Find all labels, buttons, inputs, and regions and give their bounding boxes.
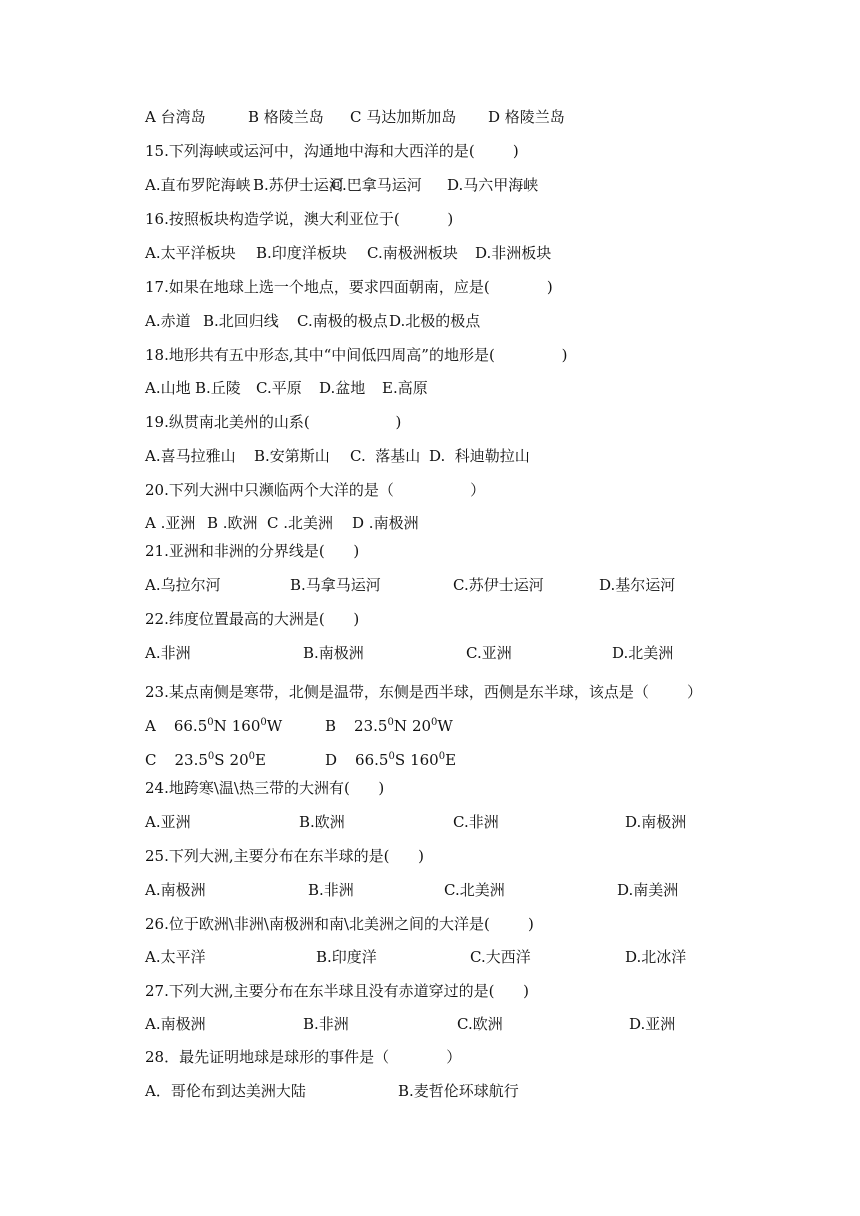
answer-option: B.马拿马运河	[290, 576, 381, 594]
coordinate-option	[325, 752, 456, 768]
longitude-value: 20	[229, 751, 249, 769]
answer-option: B.印度洋	[316, 948, 377, 966]
question-text: 17.如果在地球上选一个地点，要求四面朝南，应是( )	[145, 278, 553, 296]
answer-option: C.平原	[256, 379, 302, 397]
answer-option: C 马达加斯加岛	[350, 108, 457, 126]
answer-option: D.南美洲	[617, 881, 679, 899]
latitude-value: 23.5	[354, 717, 388, 735]
answer-option: D.盆地	[319, 379, 366, 397]
degree-mark: 0	[431, 717, 438, 728]
coordinate-option	[325, 718, 453, 734]
question-text: 16.按照板块构造学说，澳大利亚位于( )	[145, 210, 454, 228]
answer-option: B.麦哲伦环球航行	[398, 1082, 519, 1100]
answer-option: C.南极洲板块	[367, 244, 458, 262]
question-text: 21.亚洲和非洲的分界线是( )	[145, 542, 360, 560]
answer-option: B.丘陵	[195, 379, 241, 397]
answer-option: B.非洲	[308, 881, 354, 899]
answer-option: D.北冰洋	[625, 948, 687, 966]
question-text: 27.下列大洲,主要分布在东半球且没有赤道穿过的是( )	[145, 982, 529, 1000]
answer-option: A.亚洲	[145, 813, 191, 831]
latitude-value: 66.5	[173, 717, 208, 735]
answer-option: D. 科迪勒拉山	[429, 447, 530, 465]
longitude-value: 160	[410, 751, 439, 769]
answer-option: B .欧洲	[207, 514, 258, 532]
answer-option: A.非洲	[145, 644, 191, 662]
answer-option: D .南极洲	[352, 514, 419, 532]
question-text: 26.位于欧洲\非洲\南极洲和南\北美洲之间的大洋是( )	[145, 915, 534, 933]
answer-option: C.南极的极点	[297, 312, 388, 330]
degree-mark: 0	[207, 751, 215, 762]
latitude-value: 23.5	[174, 751, 208, 769]
answer-option: C.亚洲	[466, 644, 512, 662]
question-text: 25.下列大洲,主要分布在东半球的是( )	[145, 847, 424, 865]
longitude-hemisphere: W	[437, 717, 453, 735]
degree-mark: 0	[207, 717, 214, 728]
question-text: 22.纬度位置最高的大洲是( )	[145, 610, 360, 628]
answer-option: D.北极的极点	[389, 312, 481, 330]
option-letter: D	[325, 751, 338, 769]
answer-option: D.北美洲	[612, 644, 674, 662]
answer-option: D.亚洲	[629, 1015, 676, 1033]
question-text: 23.某点南侧是寒带，北侧是温带，东侧是西半球，西侧是东半球，该点是（ ）	[145, 683, 703, 701]
answer-option: B.欧洲	[299, 813, 345, 831]
answer-option: A.南极洲	[145, 881, 206, 899]
answer-option: C.大西洋	[470, 948, 531, 966]
answer-option: C.欧洲	[457, 1015, 503, 1033]
answer-option: A．哥伦布到达美洲大陆	[145, 1082, 306, 1100]
answer-option: C. 落基山	[350, 447, 421, 465]
answer-option: A.太平洋板块	[145, 244, 236, 262]
degree-mark: 0	[388, 751, 395, 762]
answer-option: D.马六甲海峡	[447, 176, 539, 194]
answer-option: D.基尔运河	[599, 576, 676, 594]
answer-option: D.南极洲	[625, 813, 687, 831]
answer-option: A 台湾岛	[145, 108, 206, 126]
latitude-hemisphere: N	[213, 717, 227, 735]
answer-option: A.山地	[145, 379, 191, 397]
option-letter: A	[145, 717, 156, 735]
answer-option: B.南极洲	[303, 644, 364, 662]
answer-option: A.喜马拉雅山	[145, 447, 236, 465]
answer-option: A .亚洲	[145, 514, 196, 532]
coordinate-option	[145, 718, 282, 734]
answer-option: A.南极洲	[145, 1015, 206, 1033]
latitude-hemisphere: N	[393, 717, 407, 735]
answer-option: E.高原	[382, 379, 428, 397]
option-letter: B	[325, 717, 337, 735]
longitude-value: 160	[231, 717, 261, 735]
degree-mark: 0	[248, 751, 256, 762]
longitude-hemisphere: E	[445, 751, 457, 769]
coordinate-option	[145, 752, 266, 768]
latitude-hemisphere: S	[214, 751, 225, 769]
degree-mark: 0	[438, 751, 446, 762]
answer-option: C.巴拿马运河	[331, 176, 422, 194]
answer-option: B.印度洋板块	[256, 244, 347, 262]
answer-option: B.非洲	[303, 1015, 349, 1033]
answer-option: D.非洲板块	[475, 244, 552, 262]
latitude-value: 66.5	[355, 751, 389, 769]
degree-mark: 0	[387, 717, 394, 728]
question-text: 24.地跨寒\温\热三带的大洲有( )	[145, 779, 385, 797]
question-text: 15.下列海峡或运河中，沟通地中海和大西洋的是( )	[145, 142, 519, 160]
answer-option: D 格陵兰岛	[488, 108, 565, 126]
answer-option: A.太平洋	[145, 948, 206, 966]
degree-mark: 0	[260, 717, 267, 728]
longitude-hemisphere: W	[266, 717, 283, 735]
longitude-value: 20	[411, 717, 432, 735]
option-letter: C	[145, 751, 157, 769]
question-text: 20.下列大洲中只濒临两个大洋的是（ ）	[145, 481, 486, 499]
answer-option: B 格陵兰岛	[248, 108, 324, 126]
answer-option: C.苏伊士运河	[453, 576, 544, 594]
question-text: 28．最先证明地球是球形的事件是（ ）	[145, 1048, 462, 1066]
latitude-hemisphere: S	[394, 751, 406, 769]
answer-option: B.苏伊士运河	[253, 176, 344, 194]
longitude-hemisphere: E	[255, 751, 266, 769]
answer-option: C.北美洲	[444, 881, 505, 899]
answer-option: A.乌拉尔河	[145, 576, 221, 594]
question-text: 19.纵贯南北美州的山系( )	[145, 413, 402, 431]
answer-option: B.北回归线	[203, 312, 279, 330]
answer-option: C .北美洲	[267, 514, 334, 532]
answer-option: A.直布罗陀海峡	[145, 176, 251, 194]
answer-option: B.安第斯山	[254, 447, 330, 465]
answer-option: C.非洲	[453, 813, 499, 831]
question-text: 18.地形共有五中形态,其中“中间低四周高”的地形是( )	[145, 346, 568, 364]
answer-option: A.赤道	[145, 312, 191, 330]
